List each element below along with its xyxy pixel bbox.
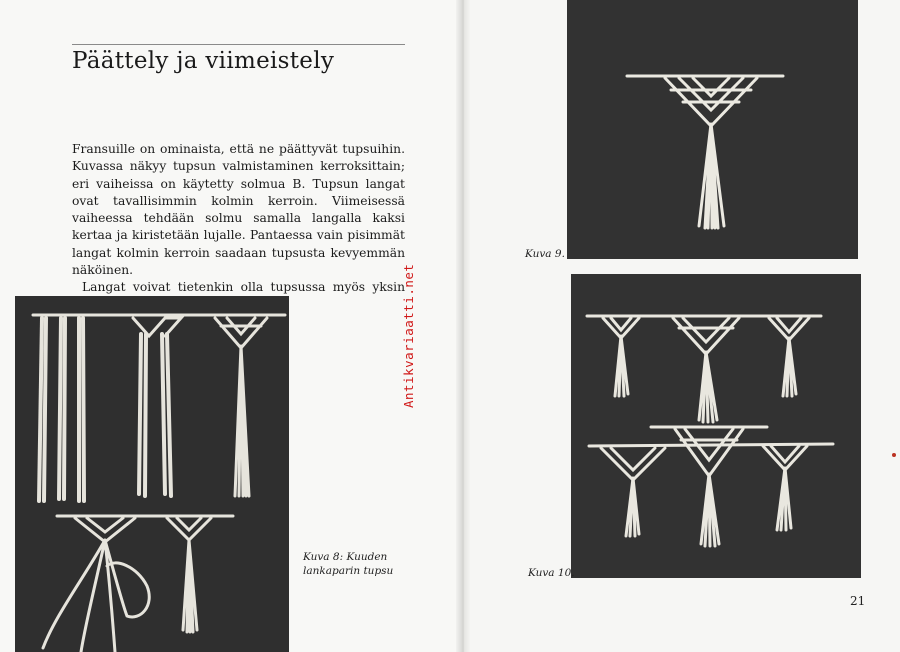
watermark: Antikvariaatti.net xyxy=(401,263,416,408)
body-text xyxy=(72,141,405,314)
paragraph-1: Fransuille on ominaista, että ne päättyvät tupsuihin. Kuvassa näkyy tupsun valmistaminen kerroksittain; eri vaiheissa on käytetty solmua B. Tupsun langat ovat tavallisimmin kolmin kerroin. Viimeisessä vaiheessa tehdään solmu samalla langalla kaksi kertaa ja kiristetään lujalle. Pantaessa vain pisimmät langat kolmin kerroin saadaan tupsusta kevyemmän näköinen. xyxy=(72,142,405,278)
tassel-rows-illustration xyxy=(571,274,861,578)
photo-kuva-10 xyxy=(571,274,861,578)
ink-speck xyxy=(892,453,896,457)
caption-kuva-8 xyxy=(303,550,393,578)
caption-kuva-10: Kuva 10. xyxy=(528,567,575,579)
title-rule xyxy=(72,44,405,45)
tassel-stages-illustration xyxy=(15,296,289,652)
single-tassel-illustration xyxy=(567,0,858,259)
caption-kuva-9: Kuva 9. xyxy=(525,248,565,260)
caption-kuva-8-line-2: lankaparin tupsu xyxy=(303,565,394,577)
page-number: 21 xyxy=(850,594,866,608)
caption-kuva-8-line-1: Kuva 8: Kuuden xyxy=(303,551,388,563)
page-title: Päättely ja viimeistely xyxy=(72,48,335,74)
photo-kuva-9 xyxy=(567,0,858,259)
paragraph-2: Langat voivat tietenkin olla tupsussa myös yksin xyxy=(82,280,405,295)
photo-kuva-8 xyxy=(15,296,289,652)
book-gutter xyxy=(456,0,470,652)
